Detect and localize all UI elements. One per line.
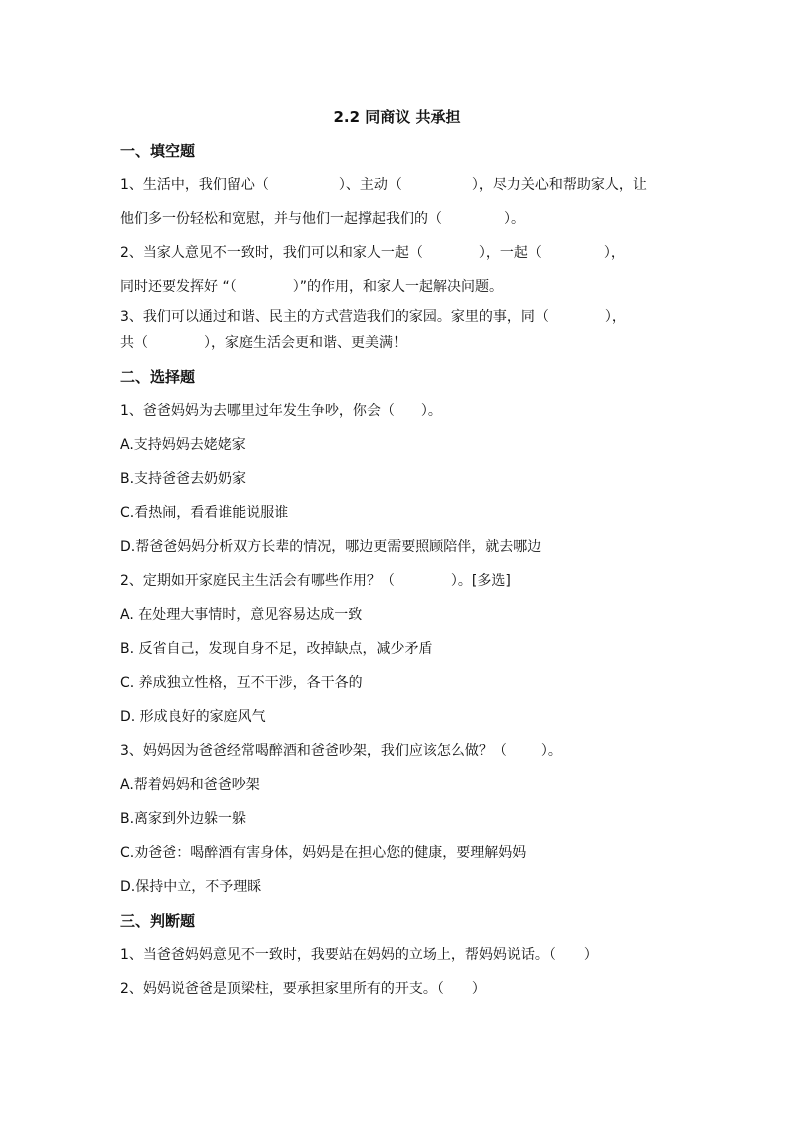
fill-question-1-line-2: 他们多一份轻松和宽慰，并与他们一起撑起我们的（ ）。 (120, 211, 525, 227)
choice-option[interactable]: D. 形成良好的家庭风气 (120, 709, 266, 725)
page-title: 2.2 同商议 共承担 (333, 108, 461, 126)
choice-option[interactable]: C.劝爸爸：喝醉酒有害身体，妈妈是在担心您的健康，要理解妈妈 (120, 845, 527, 861)
choice-option[interactable]: C. 养成独立性格，互不干涉，各干各的 (120, 675, 363, 691)
fill-question-3-line-2: 共（ ），家庭生活会更和谐、更美满！ (120, 335, 407, 351)
choice-option[interactable]: C.看热闹，看看谁能说服谁 (120, 505, 289, 521)
choice-option[interactable]: B.离家到外边躲一躲 (120, 811, 247, 827)
choice-option[interactable]: B. 反省自己，发现自身不足，改掉缺点，减少矛盾 (120, 641, 433, 657)
fill-question-2-line-1: 2、当家人意见不一致时，我们可以和家人一起（ ），一起（ ）， (120, 245, 625, 261)
choice-option[interactable]: A. 在处理大事情时，意见容易达成一致 (120, 607, 363, 623)
choice-option[interactable]: A.支持妈妈去姥姥家 (120, 437, 246, 453)
choice-question-3-stem: 3、妈妈因为爸爸经常喝醉酒和爸爸吵架，我们应该怎么做？（ ）。 (120, 743, 562, 759)
choice-option[interactable]: A.帮着妈妈和爸爸吵架 (120, 777, 260, 793)
choice-option[interactable]: D.保持中立，不予理睬 (120, 879, 262, 895)
section-heading-multiple-choice: 二、选择题 (120, 368, 196, 386)
judgement-question-2: 2、妈妈说爸爸是顶梁柱，要承担家里所有的开支。（ ） (120, 981, 486, 997)
fill-question-1-line-1: 1、生活中，我们留心（ ）、主动（ ），尽力关心和帮助家人，让 (120, 177, 647, 193)
fill-question-3-line-1: 3、我们可以通过和谐、民主的方式营造我们的家园。家里的事，同（ ）， (120, 309, 626, 325)
choice-question-1-stem: 1、爸爸妈妈为去哪里过年发生争吵，你会（ ）。 (120, 403, 442, 419)
section-heading-fill-in: 一、填空题 (120, 142, 196, 160)
choice-option[interactable]: B.支持爸爸去奶奶家 (120, 471, 247, 487)
choice-option[interactable]: D.帮爸爸妈妈分析双方长辈的情况，哪边更需要照顾陪伴，就去哪边 (120, 539, 542, 555)
section-heading-true-false: 三、判断题 (120, 912, 196, 930)
choice-question-2-stem: 2、定期如开家庭民主生活会有哪些作用？（ ）。[多选] (120, 573, 511, 589)
fill-question-2-line-2: 同时还要发挥好 “（ ）”的作用，和家人一起解决问题。 (120, 279, 503, 295)
judgement-question-1: 1、当爸爸妈妈意见不一致时，我要站在妈妈的立场上，帮妈妈说话。（ ） (120, 947, 598, 963)
